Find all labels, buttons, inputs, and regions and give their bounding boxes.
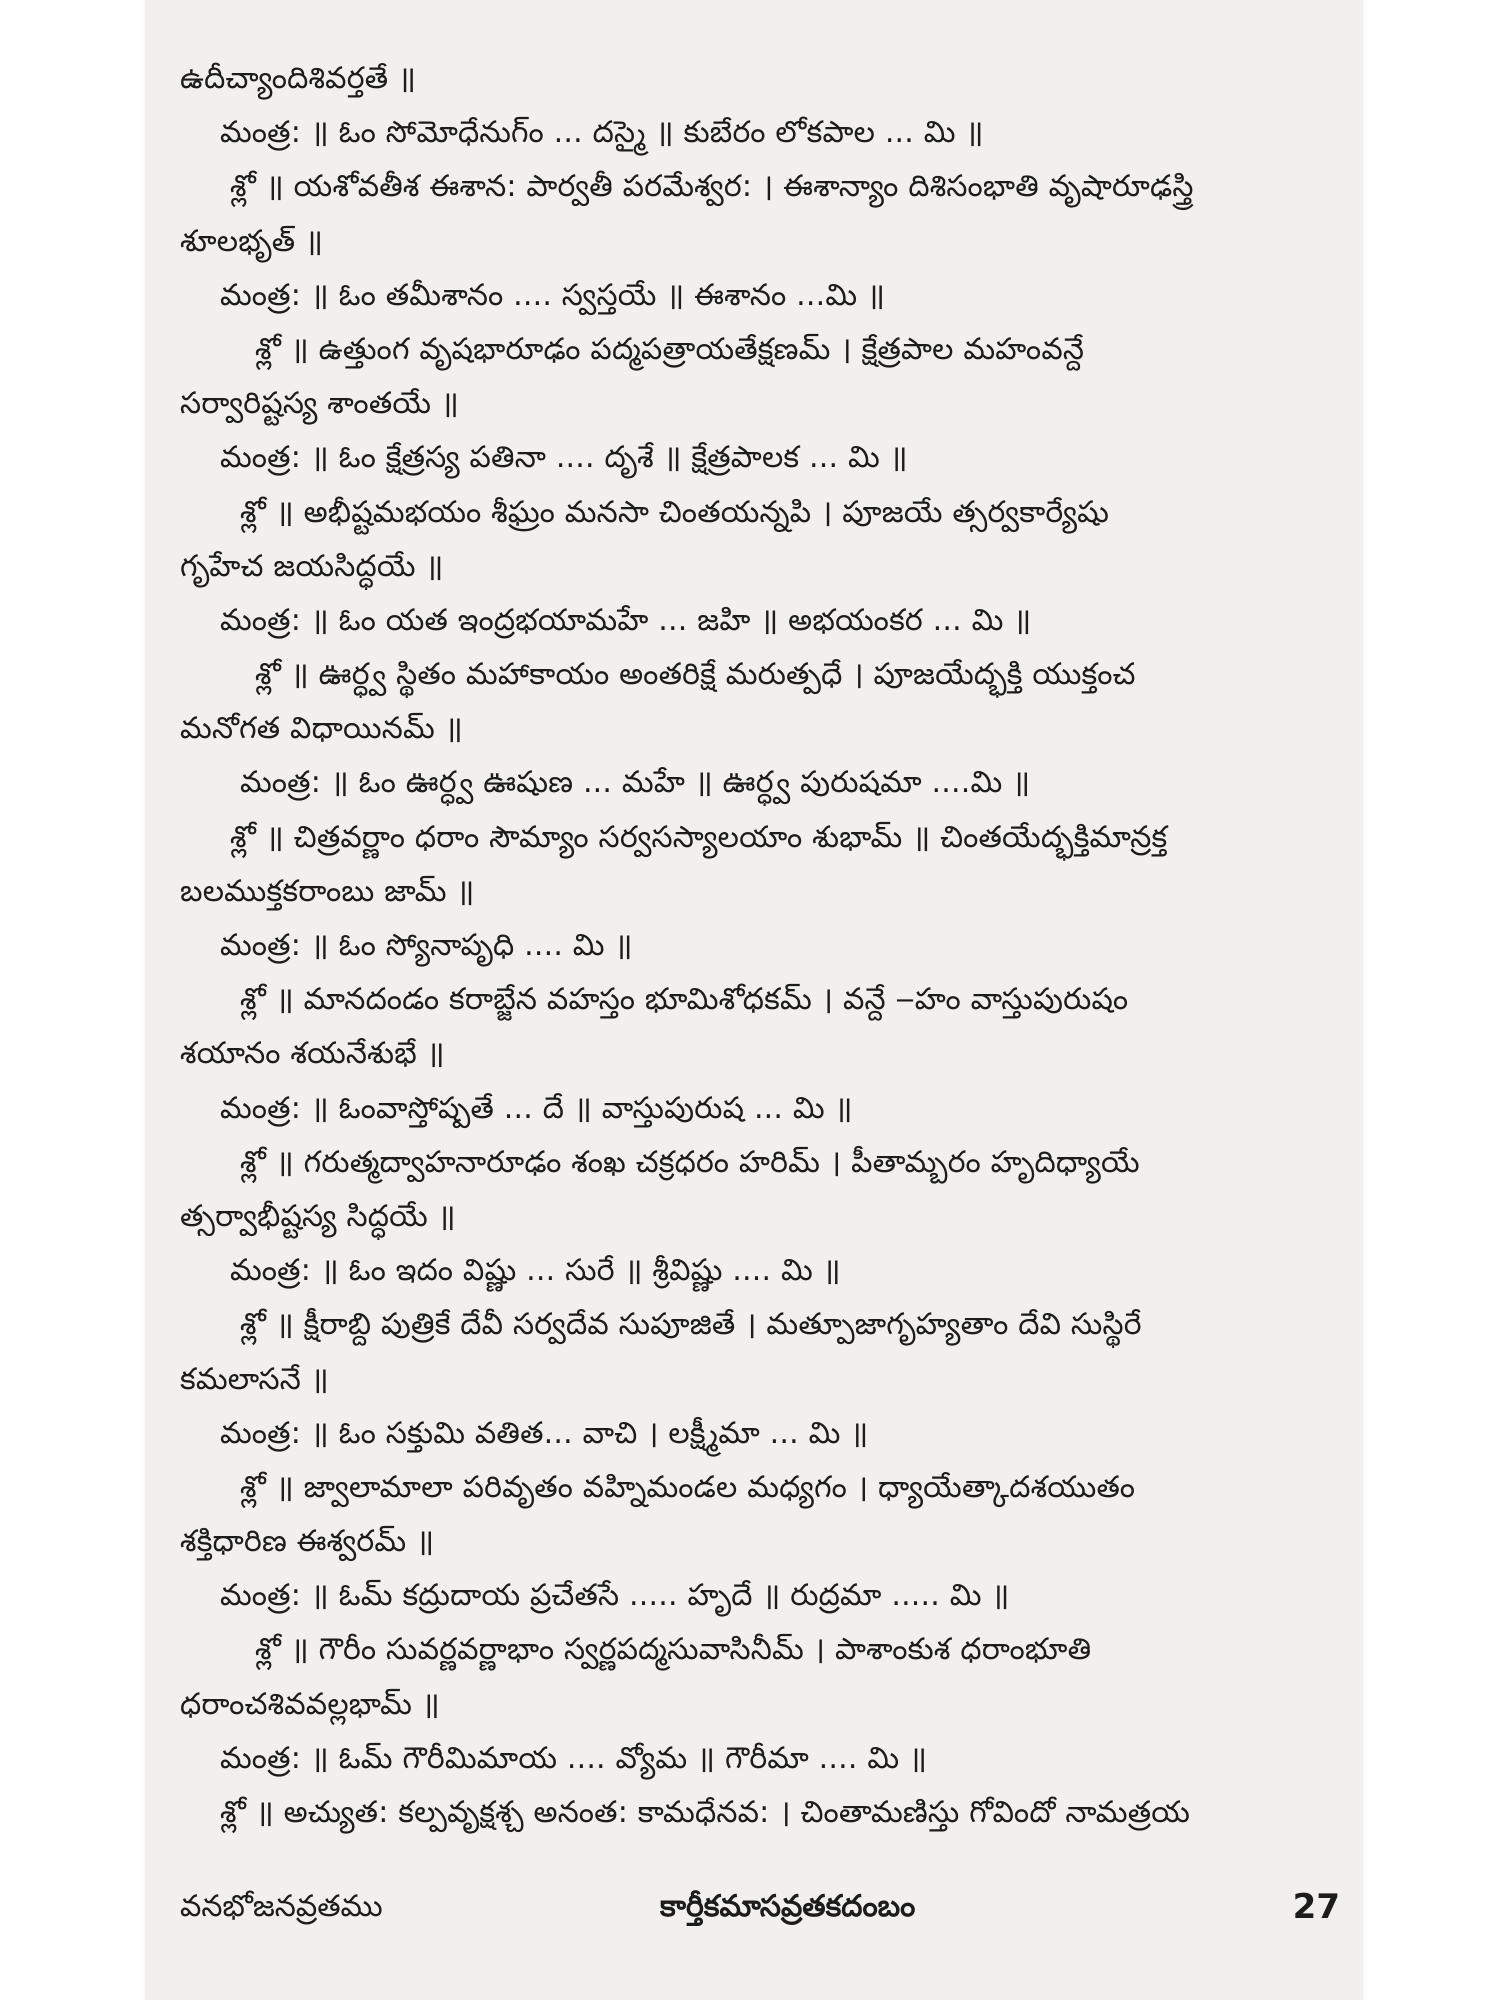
sloka-line: శ్లో ॥ అచ్యుత: కల్పవృక్షశ్చ అనంత: కామధేనవ: । చింతామణిస్తు గోవిందో నామత్రయ [220,1795,1191,1830]
mantra-line: మంత్ర: ॥ ఓమ్ గౌరీమిమాయ .... వ్యోమ ॥ గౌరీమా .... మి ॥ [220,1740,928,1776]
sloka-line: శ్లో ॥ ఉత్తుంగ వృషభారూఢం పద్మపత్రాయతేక్షణమ్ । క్షేత్రపాల మహంవన్దే [255,331,1085,367]
text-line: త్సర్వాభీష్టస్య సిద్ధయే ॥ [180,1198,456,1234]
text-line: గృహేచ జయసిద్ధయే ॥ [180,548,444,584]
mantra-line: మంత్ర: ॥ ఓం స్యోనాపృధి .... మి ॥ [220,928,633,963]
text-line: శక్తిధారిణ ఈశ్వరమ్ ॥ [180,1524,435,1560]
sloka-line: శ్లో ॥ క్షీరాబ్ది పుత్రికే దేవీ సర్వదేవ సుపూజితే । మత్పూజాగృహ్యతాం దేవి సుస్థిరే [240,1307,1142,1343]
sloka-line: శ్లో ॥ గరుత్మద్వాహనారూఢం శంఖ చక్రధరం హరిమ్ । పీతామ్బరం హృదిధ్యాయే [240,1144,1140,1180]
page-footer [180,1882,1340,1932]
sloka-line: శ్లో ॥ అభీష్టమభయం శీఘ్రం మనసా చింతయన్నపి । పూజయే త్సర్వకార్యేషు [240,494,1110,530]
mantra-line: మంత్ర: ॥ ఓం తమీశానం .... స్వస్తయే ॥ ఈశానం ...మి ॥ [220,277,886,313]
mantra-line: మంత్ర: ॥ ఓం సోమోధేనుగ్ం ... దస్మై ॥ కుబేరం లోకపాల ... మి ॥ [220,115,984,151]
sloka-line: శ్లో ॥ యశోవతీశ ఈశాన: పార్వతీ పరమేశ్వర: । ఈశాన్యాం దిశిసంభాతి వృషారూఢస్త్రి [230,169,1194,205]
sloka-line: శ్లో ॥ జ్వాలామాలా పరివృతం వహ్నిమండల మధ్యగం । ధ్యాయేత్కాదశయుతం [240,1469,1136,1505]
text-line: ధరాంచశివవల్లభామ్ ॥ [180,1686,440,1722]
text-line: శయానం శయనేశుభే ॥ [180,1036,445,1072]
text-line: బలముక్తకరాంబు జామ్ ॥ [180,873,475,909]
sloka-line: శ్లో ॥ చిత్రవర్ణాం ధరాం సౌమ్యాం సర్వసస్యాలయాం శుభామ్ ॥ చింతయేద్భక్తిమాన్రక్త [230,819,1168,855]
text-line: ఉదీచ్యాందిశివర్తతే ॥ [180,61,417,96]
mantra-line: మంత్ర: ॥ ఓం ఊర్ధ్వ ఊషుణ ... మహే ॥ ఊర్ధ్వ పురుషమా ....మి ॥ [240,765,1031,801]
mantra-line: మంత్ర: ॥ ఓం ఇదం విష్ణు ... సురే ॥ శ్రీవిష్ణు .... మి ॥ [230,1253,841,1289]
mantra-line: మంత్ర: ॥ ఓం సక్తుమి వతిత... వాచి । లక్ష్మీమా ... మి ॥ [220,1415,869,1451]
mantra-line: మంత్ర: ॥ ఓం క్షేత్రస్య పతినా .... దృశే ॥ క్షేత్రపాలక ... మి ॥ [220,440,908,476]
footer-section-title: వనభోజనవ్రతము [180,1889,383,1924]
sloka-line: శ్లో ॥ ఊర్ధ్వ స్థితం మహాకాయం అంతరిక్షే మరుత్పధే । పూజయేద్భక్తి యుక్తంచ [255,657,1136,693]
sloka-line: శ్లో ॥ మానదండం కరాబ్జేన వహస్తం భూమిశోధకమ్ । వన్దే ‒హం వాస్తుపురుషం [240,982,1129,1018]
mantra-line: మంత్ర: ॥ ఓంవాస్తోష్పతే ... దే ॥ వాస్తుపురుష ... మి ॥ [220,1090,853,1126]
text-line: సర్వారిష్టస్య శాంతయే ॥ [180,386,460,422]
text-line: మనోగత విధాయినమ్ ॥ [180,711,463,747]
mantra-line: మంత్ర: ॥ ఓం యత ఇంద్రభయామహే ... జహి ॥ అభయంకర ... మి ॥ [220,602,1032,638]
page-text [180,52,1340,1840]
text-line: కమలాసనే ॥ [180,1361,329,1397]
footer-book-title: కార్తీకమాసవ్రతకదంబం [660,1889,916,1924]
mantra-line: మంత్ర: ॥ ఓమ్ కద్రుదాయ ప్రచేతసే ..... హృదే ॥ రుద్రమా ..... మి ॥ [220,1578,1010,1614]
page-number: 27 [1292,1887,1340,1927]
sloka-line: శ్లో ॥ గౌరీం సువర్ణవర్ణాభాం స్వర్ణపద్మసువాసినీమ్ । పాశాంకుశ ధరాంభూతి [255,1632,1092,1668]
text-line: శూలభృత్ ॥ [180,223,324,259]
